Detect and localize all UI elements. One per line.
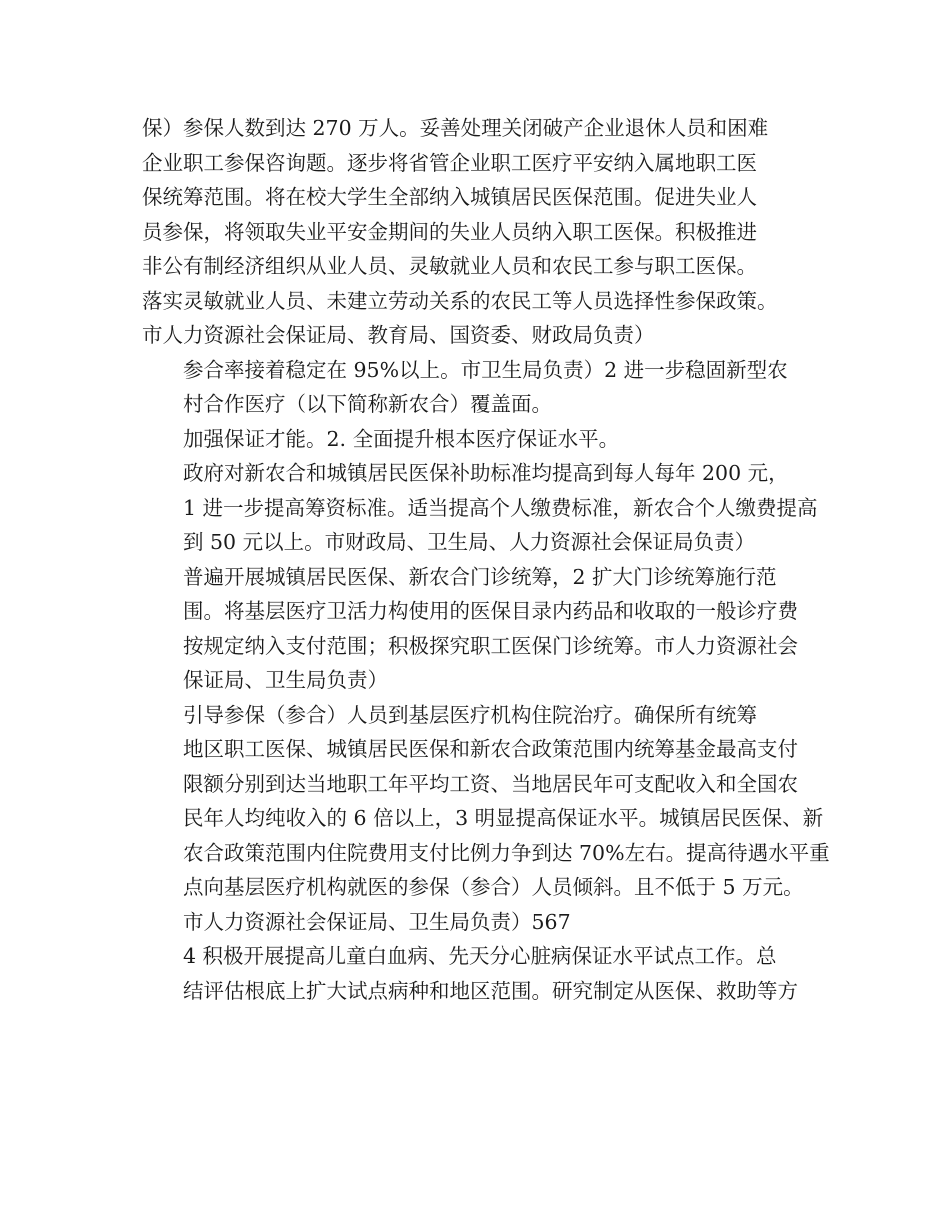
paragraph — [142, 456, 822, 560]
text-line: 政府对新农合和城镇居民医保补助标准均提高到每人每年 200 元， — [183, 461, 789, 485]
text-line: 按规定纳入支付范围；积极探究职工医保门诊统筹。市人力资源社会 — [183, 633, 798, 658]
paragraph — [142, 939, 822, 1008]
text-line: 普遍开展城镇居民医保、新农合门诊统筹，2 扩大门诊统筹施行范 — [183, 564, 777, 589]
text-line: 农合政策范围内住院费用支付比例力争到达 70%左右。提高待遇水平重 — [183, 840, 830, 865]
text-line: 员参保，将领取失业平安金期间的失业人员纳入职工医保。积极推进 — [142, 219, 757, 244]
text-line: 民年人均纯收入的 6 倍以上，3 明显提高保证水平。城镇居民医保、新 — [183, 806, 824, 830]
text-line: 加强保证才能。2. 全面提升根本医疗保证水平。 — [183, 426, 620, 451]
text-line: 限额分别到达当地职工年平均工资、当地居民年可支配收入和全国农 — [183, 771, 798, 796]
text-line: 保统筹范围。将在校大学生全部纳入城镇居民医保范围。促进失业人 — [142, 185, 757, 209]
text-line: 村合作医疗（以下简称新农合）覆盖面。 — [183, 392, 552, 416]
text-line: 地区职工医保、城镇居民医保和新农合政策范围内统筹基金最高支付 — [183, 737, 798, 761]
text-line: 非公有制经济组织从业人员、灵敏就业人员和农民工参与职工医保。 — [142, 254, 757, 278]
text-line: 引导参保（参合）人员到基层医疗机构住院治疗。确保所有统筹 — [183, 702, 757, 727]
text-line: 落实灵敏就业人员、未建立劳动关系的农民工等人员选择性参保政策。 — [142, 288, 778, 313]
text-line: 保）参保人数到达 270 万人。妥善处理关闭破产企业退休人员和困难 — [142, 116, 769, 140]
text-line: 围。将基层医疗卫活力构使用的医保目录内药品和收取的一般诊疗费 — [183, 599, 798, 623]
text-line: 参合率接着稳定在 95%以上。市卫生局负责）2 进一步稳固新型农 — [183, 357, 788, 382]
text-line: 到 50 元以上。市财政局、卫生局、人力资源社会保证局负责） — [183, 530, 756, 554]
paragraph — [142, 353, 822, 422]
text-line: 企业职工参保咨询题。逐步将省管企业职工医疗平安纳入属地职工医 — [142, 150, 757, 175]
paragraph — [142, 560, 822, 698]
text-line: 点向基层医疗机构就医的参保（参合）人员倾斜。且不低于 5 万元。 — [183, 875, 804, 899]
text-line: 结评估根底上扩大试点病种和地区范围。研究制定从医保、救助等方 — [183, 978, 798, 1003]
paragraph — [142, 698, 830, 940]
paragraph — [142, 422, 822, 457]
paragraph — [142, 111, 822, 353]
text-line: 市人力资源社会保证局、卫生局负责）567 — [183, 909, 571, 934]
text-line: 1 进一步提高筹资标准。适当提高个人缴费标准，新农合个人缴费提高 — [183, 495, 818, 520]
text-line: 4 积极开展提高儿童白血病、先天分心脏病保证水平试点工作。总 — [183, 944, 777, 968]
document-body — [142, 111, 830, 1008]
text-line: 市人力资源社会保证局、教育局、国资委、财政局负责） — [142, 323, 655, 347]
text-line: 保证局、卫生局负责） — [183, 668, 388, 692]
